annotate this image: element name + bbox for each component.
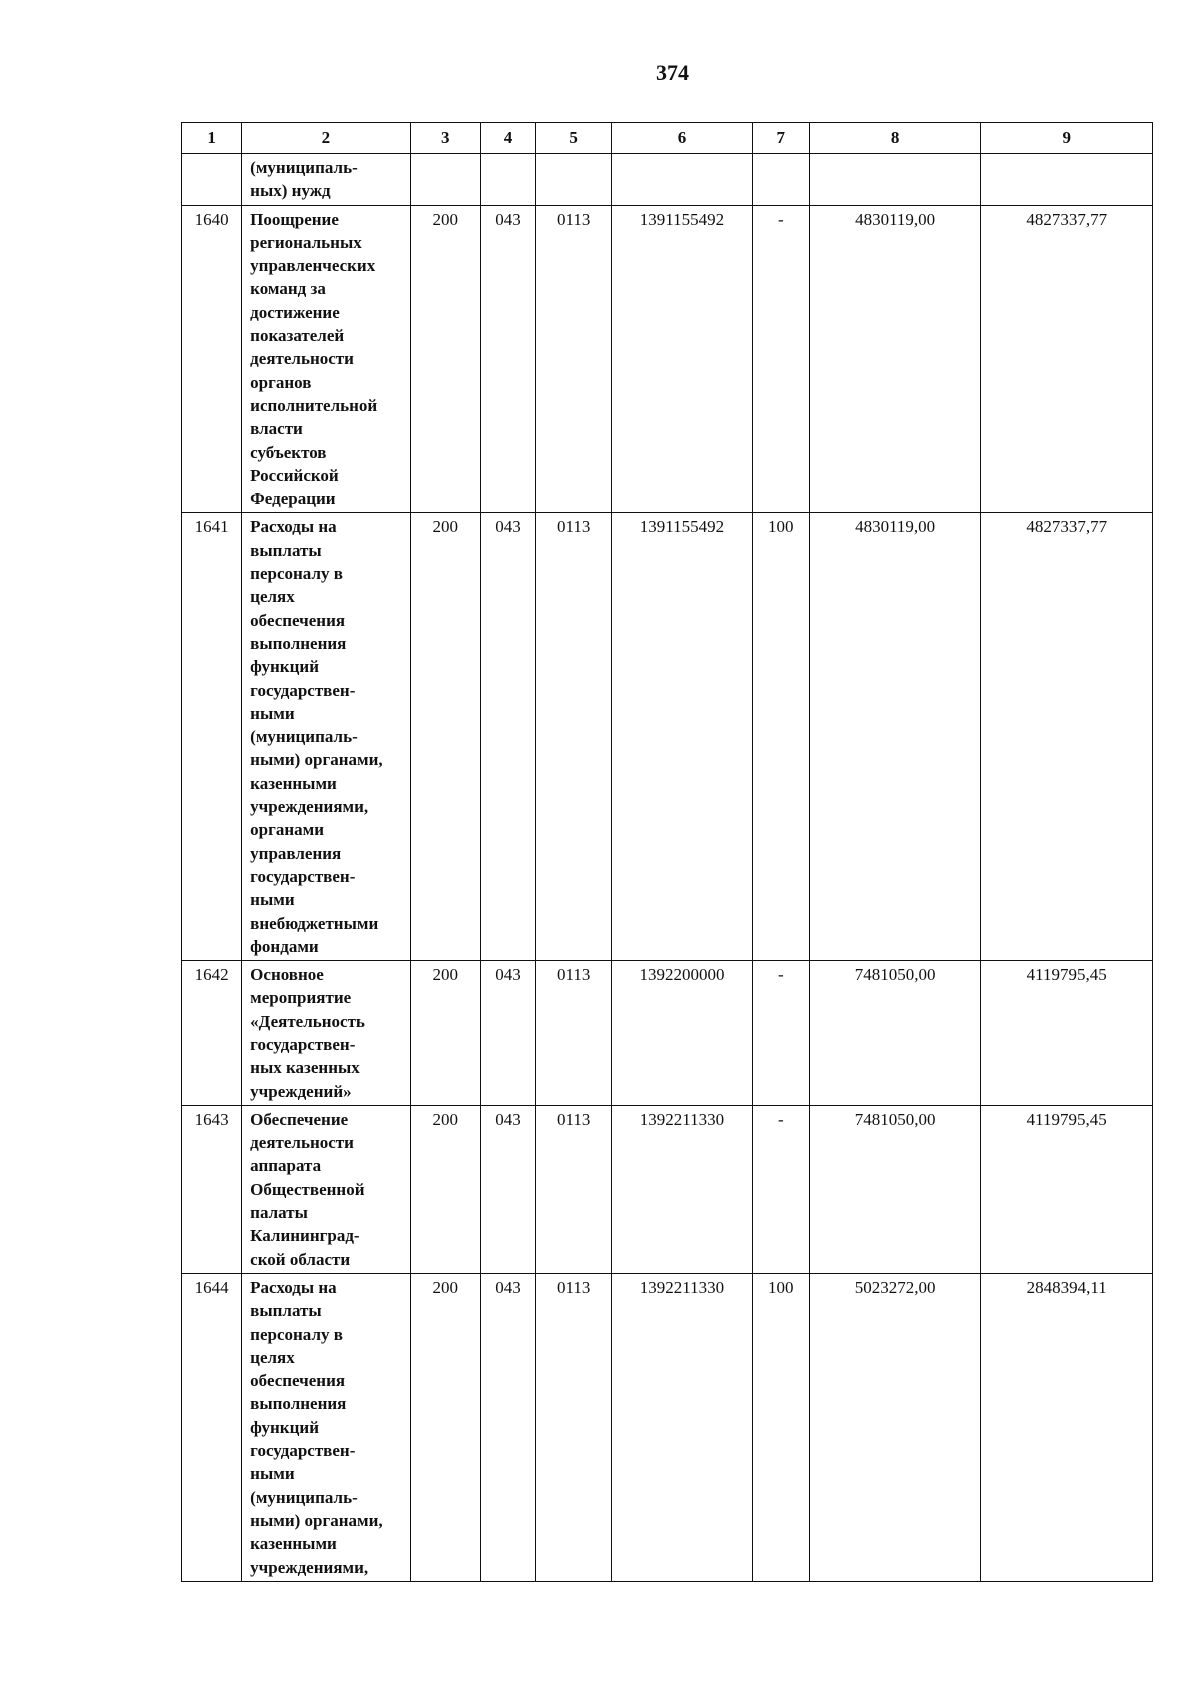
cell-col3: 200 (410, 1273, 480, 1581)
cell-col5: 0113 (536, 205, 612, 513)
row-id (182, 154, 242, 206)
cell-col4: 043 (480, 961, 535, 1106)
table-row (182, 961, 1153, 1106)
row-id: 1642 (182, 961, 242, 1106)
row-id: 1644 (182, 1273, 242, 1581)
column-header: 2 (242, 123, 411, 154)
row-name: Расходы на выплаты персоналу в целях обеспечения выполнения функций государствен- ными (муниципаль- ными) органами, казенными учреждениями, (242, 1273, 411, 1581)
cell-col6: 1391155492 (612, 513, 752, 961)
cell-col5: 0113 (536, 961, 612, 1106)
cell-col6 (612, 154, 752, 206)
cell-col7: - (752, 205, 809, 513)
table-row (182, 154, 1153, 206)
cell-col8: 4830119,00 (809, 205, 981, 513)
cell-col3: 200 (410, 205, 480, 513)
cell-col4: 043 (480, 205, 535, 513)
cell-col5 (536, 154, 612, 206)
column-header: 8 (809, 123, 981, 154)
page-number: 374 (656, 60, 689, 85)
row-name: Основное мероприятие «Деятельность государствен- ных казенных учреждений» (242, 961, 411, 1106)
cell-col8 (809, 154, 981, 206)
cell-col9 (981, 154, 1153, 206)
cell-col5: 0113 (536, 1105, 612, 1273)
column-header: 4 (480, 123, 535, 154)
column-header: 5 (536, 123, 612, 154)
cell-col9: 4119795,45 (981, 961, 1153, 1106)
table-row (182, 1105, 1153, 1273)
cell-col6: 1392211330 (612, 1273, 752, 1581)
row-id: 1641 (182, 513, 242, 961)
cell-col7 (752, 154, 809, 206)
row-id: 1640 (182, 205, 242, 513)
table-row (182, 205, 1153, 513)
cell-col9: 4827337,77 (981, 205, 1153, 513)
column-header: 6 (612, 123, 752, 154)
column-header: 1 (182, 123, 242, 154)
cell-col9: 4827337,77 (981, 513, 1153, 961)
cell-col8: 7481050,00 (809, 1105, 981, 1273)
cell-col6: 1392200000 (612, 961, 752, 1106)
cell-col3: 200 (410, 513, 480, 961)
cell-col4: 043 (480, 513, 535, 961)
cell-col7: - (752, 1105, 809, 1273)
column-header: 7 (752, 123, 809, 154)
row-name: Расходы на выплаты персоналу в целях обеспечения выполнения функций государствен- ными (муниципаль- ными) органами, казенными учреждениями, органами управления государствен- ными внебюджетными фондами (242, 513, 411, 961)
cell-col8: 4830119,00 (809, 513, 981, 961)
cell-col7: 100 (752, 513, 809, 961)
cell-col9: 4119795,45 (981, 1105, 1153, 1273)
budget-table (181, 122, 1153, 1582)
cell-col3: 200 (410, 1105, 480, 1273)
cell-col9: 2848394,11 (981, 1273, 1153, 1581)
cell-col4: 043 (480, 1273, 535, 1581)
cell-col3: 200 (410, 961, 480, 1106)
table-row (182, 1273, 1153, 1581)
cell-col4 (480, 154, 535, 206)
column-header: 3 (410, 123, 480, 154)
cell-col6: 1392211330 (612, 1105, 752, 1273)
cell-col8: 5023272,00 (809, 1273, 981, 1581)
cell-col8: 7481050,00 (809, 961, 981, 1106)
table-row (182, 513, 1153, 961)
cell-col3 (410, 154, 480, 206)
row-name: Поощрение региональных управленческих команд за достижение показателей деятельности органов исполнительной власти субъектов Российской Федерации (242, 205, 411, 513)
column-header: 9 (981, 123, 1153, 154)
row-name: (муниципаль- ных) нужд (242, 154, 411, 206)
cell-col6: 1391155492 (612, 205, 752, 513)
table-header-row (182, 123, 1153, 154)
cell-col5: 0113 (536, 1273, 612, 1581)
cell-col7: 100 (752, 1273, 809, 1581)
row-id: 1643 (182, 1105, 242, 1273)
cell-col5: 0113 (536, 513, 612, 961)
cell-col4: 043 (480, 1105, 535, 1273)
row-name: Обеспечение деятельности аппарата Общественной палаты Калининград- ской области (242, 1105, 411, 1273)
cell-col7: - (752, 961, 809, 1106)
